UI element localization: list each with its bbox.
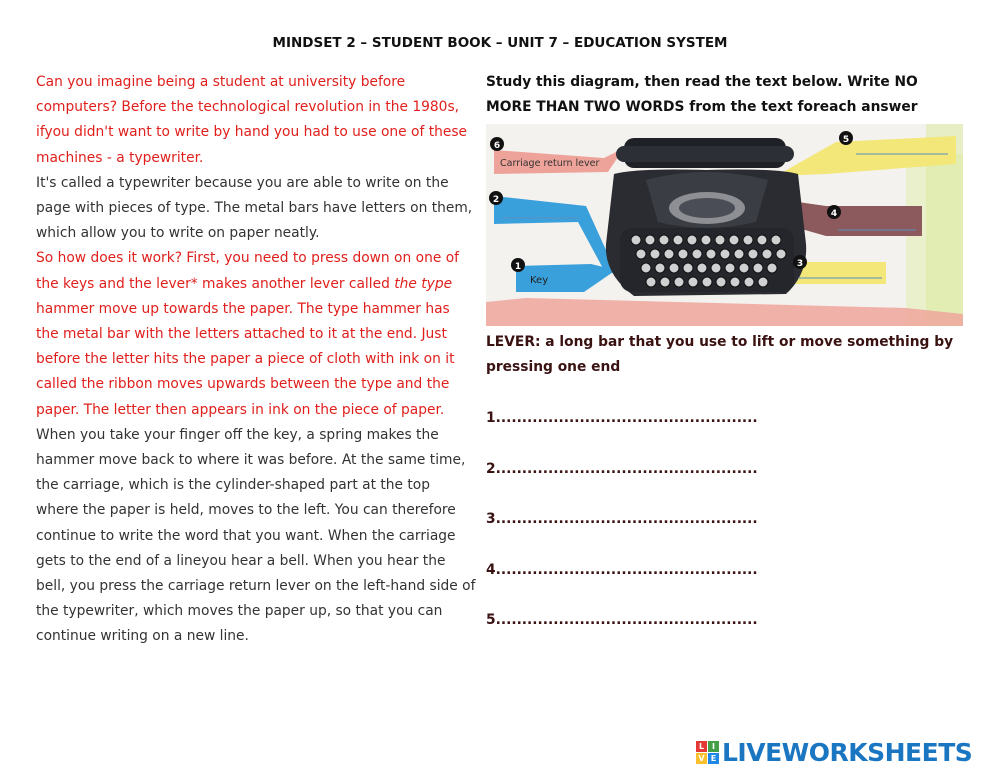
logo-icon: L I V E [696, 741, 719, 764]
label-number-5 [839, 131, 853, 145]
typewriter-diagram [486, 124, 963, 326]
answer-5[interactable]: 5.................................................. [486, 612, 758, 629]
label-number-4 [827, 205, 841, 219]
instructions: Study this diagram, then read the text below. Write NO MORE THAN TWO WORDS from the text foreach answer [486, 74, 918, 116]
liveworksheets-logo[interactable] [696, 736, 972, 768]
paragraph-how-part1: So how does it work? First, you need to press down on one of the keys and the lever* makes another lever called [36, 250, 459, 292]
paragraph-how-part2: hammer move up towards the paper. The type hammer has the metal bar with the letters attached to it at the end. Just before the letter hits the paper a piece of cloth with ink on it called the ribbon moves upwards between the type and the paper. The letter then appears in ink on the piece of paper. [36, 300, 455, 418]
reading-text [36, 70, 476, 650]
typewriter-machine [606, 138, 806, 296]
lever-definition: LEVER: a long bar that you use to lift or move something by pressing one end [486, 334, 954, 376]
paragraph-how-it-works [36, 246, 476, 422]
svg-text:3: 3 [796, 259, 804, 269]
paragraph-how-italic: the type [394, 275, 453, 292]
label-6-text: Carriage return lever [500, 158, 600, 169]
logo-text: LIVEWORKSHEETS [722, 737, 973, 767]
answer-2[interactable]: 2.................................................. [486, 460, 758, 477]
svg-text:4: 4 [830, 209, 838, 219]
page-title: MINDSET 2 – STUDENT BOOK – UNIT 7 – EDUCATION SYSTEM [272, 35, 728, 51]
label-number-1 [511, 258, 525, 272]
svg-text:2: 2 [492, 195, 500, 205]
answer-list [486, 406, 786, 659]
paragraph-carriage: When you take your finger off the key, a spring makes the hammer move back to where it was before. At the same time, the carriage, which is the cylinder-shaped part at the top where the paper is held, moves to the left. You can therefore continue to write the word that you want. When the carriage gets to the end of a lineyou hear a bell. When you hear the bell, you press the carriage return lever on the left-hand side of the typewriter, which moves the paper up, so that you can continue writing on a new line. [36, 426, 476, 645]
label-1-text: Key [530, 275, 549, 286]
label-number-6 [490, 137, 504, 151]
answer-1[interactable]: 1.................................................. [486, 410, 758, 426]
svg-text:1: 1 [514, 262, 522, 272]
answer-3[interactable]: 3.................................................. [486, 511, 758, 528]
answer-4[interactable]: 4.................................................. [486, 561, 758, 578]
svg-text:5: 5 [842, 135, 850, 145]
paragraph-name: It's called a typewriter because you are able to write on the page with pieces of type. The metal bars have letters on them, which allow you to write on paper neatly. [36, 174, 473, 242]
svg-text:6: 6 [493, 141, 501, 151]
label-number-2 [489, 191, 503, 205]
label-number-3 [793, 255, 807, 269]
paragraph-intro: Can you imagine being a student at university before computers? Before the technological revolution in the 1980s, ifyou didn't want to write by hand you had to use one of these machines - a typewriter. [36, 74, 468, 166]
